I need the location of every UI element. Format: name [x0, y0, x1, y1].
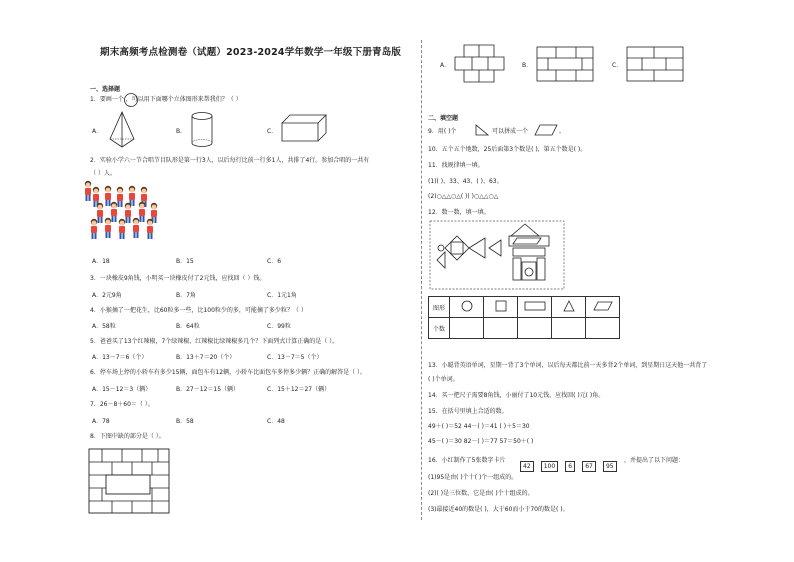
shape-count-table — [428, 296, 620, 339]
rectangle-icon — [524, 300, 546, 312]
question-2-line1: 2．实验小学六一节合唱节目队形是第一行3人，以后每行比前一行多1人，共排了4行。参加合唱的一共有 — [90, 157, 370, 164]
q8-option-a: A． — [440, 62, 451, 69]
question-8: 8．下图中缺的部分是（ ）。 — [90, 433, 165, 440]
q3-option-b: B．7角 — [176, 292, 196, 299]
question-16-part2: ，并提出了以下问题： — [624, 457, 685, 464]
q3-option-a: A．2元9角 — [92, 292, 122, 299]
q2-option-b: B．15 — [176, 258, 194, 265]
number-card: 95 — [603, 461, 617, 472]
q8-option-c-bricks — [626, 46, 686, 84]
question-3: 3．一块橡皮9角钱，小明买一块橡皮付了2元钱，应找回（ ）钱。 — [90, 275, 266, 282]
number-card: 42 — [520, 461, 534, 472]
question-15: 15．在括号里填上合适的数。 — [428, 408, 508, 415]
cylinder-figure — [190, 111, 214, 149]
question-10: 10．五个五个地数，25后面第3个数是( )，第五个数是( )。 — [428, 146, 587, 153]
q6-option-b: B．27－12＝15（辆） — [176, 386, 240, 393]
question-12: 12．数一数，填一填。 — [428, 209, 490, 216]
q6-option-c: C．15＋12＝27（辆） — [267, 386, 331, 393]
table-circle-cell — [450, 297, 484, 318]
q6-option-a: A．15－12＝3（辆） — [92, 386, 152, 393]
children-choir-image — [88, 184, 164, 244]
section-fill-in: 二、填空题 — [428, 115, 459, 122]
number-card: 100 — [541, 461, 558, 472]
q2-option-c: C．6 — [267, 258, 282, 265]
q4-option-b: B．64粒 — [176, 323, 200, 330]
question-6: 6．停车场上停的小轿车有多少15辆，面包车有12辆，小轿车比面包车多停多少辆？正确的解答是（ ）。 — [90, 369, 366, 376]
section-choice: 一、选择题 — [90, 86, 121, 93]
question-16-2: (2)( )是三位数，它是由( )个十组成的。 — [428, 490, 534, 497]
q8-option-c: C． — [612, 62, 623, 69]
q5-option-b: B．13＋7＝20（个） — [176, 354, 236, 361]
question-11: 11．找规律填一填。 — [428, 162, 484, 169]
column-divider — [421, 40, 422, 520]
pyramid-figure — [108, 111, 136, 149]
q2-option-a: A．18 — [92, 258, 110, 265]
q5-option-a: A．13－7＝6（个） — [92, 354, 148, 361]
table-header-shape: 图形 — [429, 297, 450, 318]
triangle-piece-icon — [475, 124, 489, 136]
q7-option-a: A．78 — [92, 418, 110, 425]
number-card: 67 — [582, 461, 596, 472]
square-icon — [495, 300, 507, 312]
q8-option-b-bricks — [536, 46, 596, 84]
q3-option-c: C．1元1角 — [267, 292, 297, 299]
q5-option-c: C．13－7＝5（个） — [267, 354, 323, 361]
q7-option-c: C．48 — [267, 418, 285, 425]
question-9-part1: 9．用( )个 — [428, 128, 457, 135]
circle-figure — [123, 93, 139, 107]
table-parallelogram-cell — [586, 297, 620, 318]
circle-icon — [461, 300, 473, 312]
number-cards — [519, 453, 618, 472]
q1-option-b: B． — [176, 128, 187, 135]
question-16-part1: 16．小红制作了5张数字卡片 — [428, 457, 506, 464]
table-rectangle-cell — [518, 297, 552, 318]
question-11-1: (1)( )、33、43、( )、63。 — [428, 178, 503, 185]
question-16-3: (3)最接近40的数是( )，大于60而小于70的数是( )。 — [428, 506, 569, 513]
q8-option-b: B． — [522, 62, 533, 69]
cuboid-figure — [280, 113, 330, 143]
question-15-row2: 45－( )＝30 82－( )＝77 57＝50＋( ) — [428, 438, 534, 445]
question-15-row1: 49＋( )＝52 44－( )＝41 ( )＋5＝30 — [428, 423, 530, 430]
count-circle-cell[interactable] — [450, 318, 484, 339]
count-triangle-cell[interactable] — [552, 318, 586, 339]
q4-option-a: A．58粒 — [92, 323, 116, 330]
q8-option-a-bricks — [454, 44, 514, 84]
table-header-count: 个数 — [429, 318, 450, 339]
shapes-picture — [429, 220, 565, 290]
table-square-cell — [484, 297, 518, 318]
parallelogram-icon — [534, 124, 558, 136]
question-13-line1: 13．小聪背英语单词，星期一背了3个单词，以后每天都比前一天多背2个单词，到星期日这天他一共背了 — [428, 362, 708, 369]
question-2-line2: （ ）人。 — [90, 170, 116, 177]
q7-option-b: B．58 — [176, 418, 194, 425]
question-14: 14．买一把尺子需要8角钱，小丽付了10元钱，应找回( )元( )角。 — [428, 392, 605, 399]
question-7: 7．26－8＋60＝（ ）。 — [90, 401, 154, 408]
question-16-1: (1)95是由( )个十( )个一组成的。 — [428, 474, 518, 481]
q1-option-a: A． — [92, 128, 103, 135]
question-11-2: (2)○△△○△( )( )○△△○△ — [428, 193, 499, 200]
count-parallelogram-cell[interactable] — [586, 318, 620, 339]
q1-option-c: C． — [267, 128, 278, 135]
brick-wall-figure — [88, 448, 170, 514]
number-card: 6 — [565, 461, 575, 472]
page-title: 期末高频考点检测卷（试题）2023-2024学年数学一年级下册青岛版 — [100, 47, 402, 58]
question-9-part2: 可以拼成一个 — [492, 128, 529, 135]
count-square-cell[interactable] — [484, 318, 518, 339]
parallelogram-icon — [593, 300, 613, 312]
triangle-icon — [563, 300, 575, 312]
q4-option-c: C．99粒 — [267, 323, 291, 330]
table-triangle-cell — [552, 297, 586, 318]
question-9-part3: 。 — [559, 128, 566, 135]
question-4: 4．小猴摘了一把花生，比60粒多一些，比100粒少的多，可能摘了多少粒？（ ） — [90, 307, 307, 314]
question-13-line2: ( )个单词。 — [428, 376, 459, 383]
question-5: 5．爸爸买了13个红辣椒，7个绿辣椒，红辣椒比绿辣椒多几个？下面列式计算正确的是（ ）。 — [90, 338, 339, 345]
count-rectangle-cell[interactable] — [518, 318, 552, 339]
question-1: 1．要画一个 ，可以用下面哪个立体图形来帮我们？（ ） — [90, 96, 242, 103]
